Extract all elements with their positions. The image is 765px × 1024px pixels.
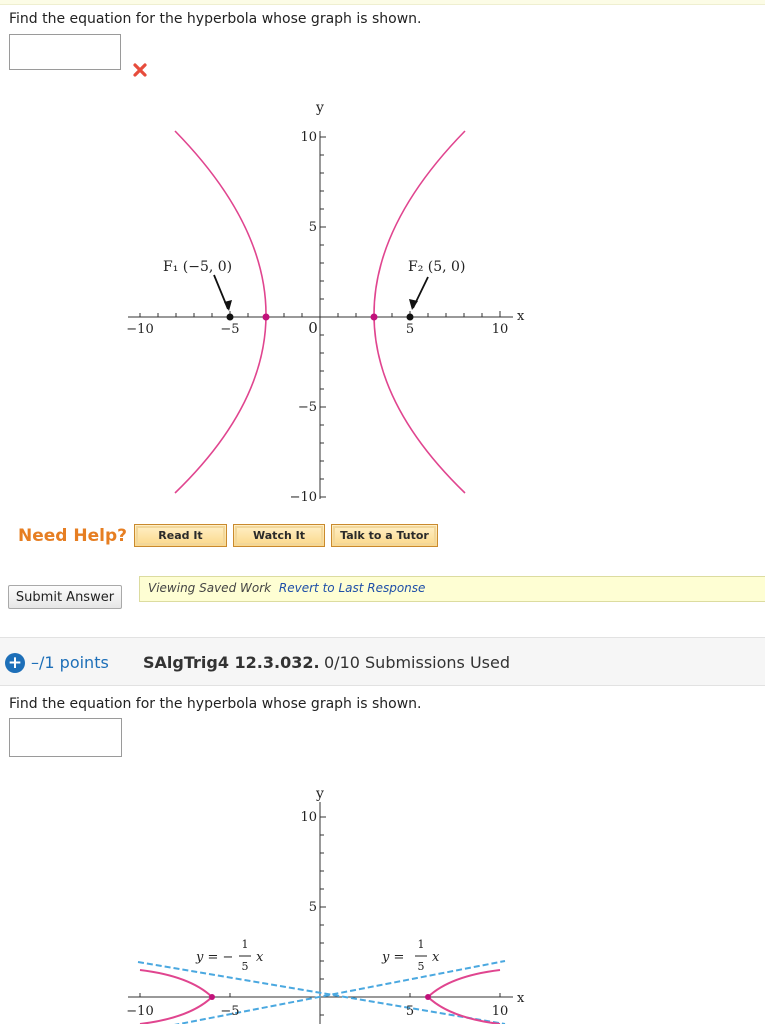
top-strip [0,0,765,5]
svg-text:x: x [432,950,440,965]
y-axis-label: y [316,100,324,116]
points-label: –/1 points [31,653,109,672]
revert-link[interactable]: Revert to Last Response [278,581,426,595]
focus-2-label: F₂ (5, 0) [408,259,466,275]
saved-work-banner [139,576,765,602]
question-id: SAlgTrig4 12.3.032. [143,653,320,672]
svg-text:5: 5 [241,960,249,973]
svg-text:y =: y = [382,950,405,965]
tick-label-y-neg5: −5 [297,400,317,415]
tick-label-x-neg10: −10 [126,322,154,337]
tick-label-origin: 0 [308,319,318,337]
vertex-right [371,314,378,321]
talk-to-tutor-button[interactable]: Talk to a Tutor [331,524,438,547]
svg-text:x: x [256,950,264,965]
question-1-answer-input[interactable] [9,34,121,70]
x-axis-label: x [517,991,525,1006]
hyperbola-graph-1 [0,95,560,515]
vertex-left [209,994,215,1000]
tick-label-y-5: 5 [308,220,317,235]
y-axis-label: y [316,786,324,802]
tick-label-x-5: 5 [405,322,415,337]
watch-it-button[interactable]: Watch It [233,524,325,547]
need-help-label: Need Help? [18,526,127,546]
plus-icon[interactable]: + [5,653,25,673]
submissions-used: 0/10 Submissions Used [324,653,511,672]
question-2-prompt: Find the equation for the hyperbola whose graph is shown. [9,696,422,712]
vertex-right [425,994,431,1000]
tick-label-y-10: 10 [300,130,317,145]
viewing-saved-work-text: Viewing Saved Work [148,581,272,595]
asymptote-negative-equation [195,938,264,973]
read-it-button[interactable]: Read It [134,524,227,547]
tick-label-y-10: 10 [300,810,317,825]
tick-label-x-5: 5 [405,1004,415,1019]
svg-text:1: 1 [417,938,425,951]
tick-label-x-10: 10 [491,322,509,337]
tick-label-y-neg10: −10 [289,490,317,505]
svg-text:1: 1 [241,938,249,951]
question-2-answer-input[interactable] [9,718,122,757]
tick-label-x-neg5: −5 [220,322,240,337]
question-2-header [0,637,765,686]
vertex-left [263,314,270,321]
wrong-answer-icon [132,62,148,78]
hyperbola-graph-2 [0,780,560,1024]
svg-text:y = −: y = − [196,950,234,965]
tick-label-x-neg5: −5 [220,1004,240,1019]
tick-label-y-5: 5 [308,900,317,915]
asymptote-positive-equation [381,938,440,973]
focus-1-point [227,314,234,321]
focus-1-label: F₁ (−5, 0) [163,259,233,275]
hyperbola-right-branch [374,131,465,493]
focus-2-point [407,314,414,321]
hyperbola-left-branch [175,131,266,493]
svg-text:5: 5 [417,960,425,973]
submit-answer-button[interactable]: Submit Answer [8,585,122,609]
tick-label-x-10: 10 [491,1004,509,1019]
x-axis-label: x [517,309,525,324]
tick-label-x-neg10: −10 [126,1004,154,1019]
question-1-prompt: Find the equation for the hyperbola whose graph is shown. [9,11,422,27]
